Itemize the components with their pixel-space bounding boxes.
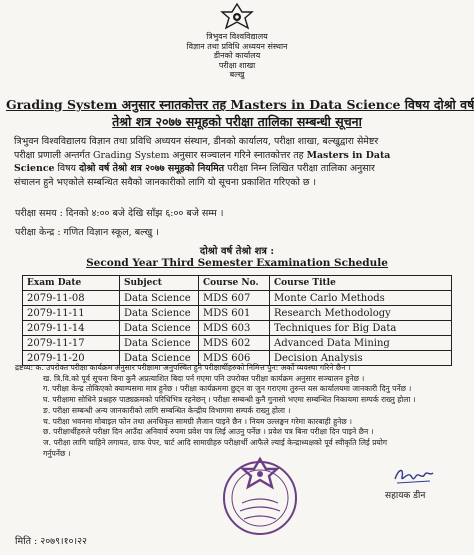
programme-name-part-1: Masters in Data	[306, 149, 391, 161]
cell-course-title: Techniques for Big Data	[270, 321, 452, 336]
signatory-title: सहायक डीन	[385, 491, 426, 501]
note-item: छ. परीक्षार्थीहरुले परीक्षा दिन आउँदा अनिवार्य रुपमा प्रवेश पत्र लिई आउनु पर्नेछ । प्रवेश पत्र बिना परीक्षा दिन पाइने छैन ।	[43, 427, 374, 437]
notice-title	[6, 96, 474, 130]
office-name: डीनको कार्यालय	[213, 51, 261, 60]
notice-title-line-1: Grading System अनुसार स्नातकोत्तर तह Masters in Data Science विषय दोश्रो वर्ष	[6, 97, 474, 112]
table-row	[23, 291, 452, 306]
body-line-2-text: परीक्षा प्रणाली अन्तर्गत Grading System अनुसार सञ्चालन गरिने स्नातकोत्तर तह	[14, 149, 304, 161]
table-row	[23, 306, 452, 321]
exam-centre: परीक्षा केन्द्र : गणित विज्ञान स्कूल, बल्खु ।	[15, 227, 159, 238]
column-header-course-no: Course No.	[199, 276, 270, 291]
cell-subject: Data Science	[120, 321, 199, 336]
table-row	[23, 321, 452, 336]
schedule-heading-nepali: दोश्रो वर्ष तेश्रो शत्र :	[199, 246, 275, 257]
cell-course-no: MDS 601	[199, 306, 270, 321]
cell-course-title: Research Methodology	[270, 306, 452, 321]
cell-course-title: Decision Analysis	[270, 351, 452, 366]
column-header-course-title: Course Title	[270, 276, 452, 291]
body-line-2	[14, 149, 464, 163]
cell-course-title: Monte Carlo Methods	[270, 291, 452, 306]
programme-name-part-2: Science	[14, 163, 55, 174]
notes-section	[15, 363, 466, 459]
notice-body	[14, 135, 464, 189]
column-header-subject: Subject	[120, 276, 199, 291]
note-item: द्रष्टव्य: क. उपरोक्त परीक्षा कार्यक्रम अनुसार परीक्षामा अनुपस्थित हुने परीक्षार्थीहरुको निमित्त पुन: अर्को व्यवस्था गरिने छैन ।	[15, 363, 351, 372]
body-line-4: संचालन हुने भएकोले सम्बन्धित सवैको जानकारीको लागि यो सूचना प्रकाशित गरिएको छ ।	[14, 176, 317, 188]
location-name: बल्खु	[229, 70, 245, 79]
note-item: गर्नुपर्नेछ ।	[43, 448, 71, 458]
cell-subject: Data Science	[120, 336, 199, 351]
note-item: च. परीक्षा भवनमा मोबाइल फोन तथा अनधिकृत सामग्री लैजान पाइने छैन । नियम उल्लङ्घन गरेमा कारबाही हुनेछ ।	[43, 416, 352, 426]
note-item: ङ. परीक्षा सम्बन्धी अन्य जानकारीको लागि सम्बन्धित केन्द्रीय विभागमा सम्पर्क राख्नु होला ।	[43, 405, 291, 415]
exam-time: परीक्षा समय : दिनको ४:०० बजे देखि साँझ ६:०० बजे सम्म ।	[15, 208, 224, 219]
note-item: घ. परीक्षामा सोधिने प्रश्नहरु पाठ्यक्रमको परिधिभित्र रहनेछन् । परीक्षा सम्बन्धी कुनै गुनासो भएमा सम्बन्धित निकायमा सम्पर्क राख्नु होला ।	[43, 395, 416, 405]
cell-exam-date: 2079-11-17	[23, 336, 120, 351]
cell-subject: Data Science	[120, 351, 199, 366]
cell-exam-date: 2079-11-20	[23, 351, 120, 366]
exam-schedule-table	[22, 275, 452, 366]
batch-name: दोश्रो वर्ष तेश्रो शत्र २०७७ समूहको नियमित	[78, 163, 225, 174]
cell-course-title: Advanced Data Mining	[270, 336, 452, 351]
body-line-3-text: परीक्षा निम्न लिखित परीक्षा तालिका अनुसार	[227, 163, 375, 174]
cell-exam-date: 2079-11-11	[23, 306, 120, 321]
signature-icon	[392, 464, 436, 486]
cell-course-no: MDS 606	[199, 351, 270, 366]
notice-date: मिति : २०७९।१०।२२	[15, 536, 87, 547]
table-row	[23, 336, 452, 351]
office-seal-icon	[220, 455, 300, 537]
cell-course-no: MDS 602	[199, 336, 270, 351]
cell-exam-date: 2079-11-08	[23, 291, 120, 306]
section-name: परीक्षा शाखा	[218, 60, 256, 70]
note-item: ख. त्रि.वि.को पूर्व सूचना बिना कुनै अप्रत्याशित बिदा पर्न गएमा पनि उपरोक्त परीक्षा कार्यक्रम अनुसार सञ्चालन हुनेछ ।	[43, 373, 365, 383]
body-line-1: त्रिभुवन विश्वविद्यालय विज्ञान तथा प्रविधि अध्ययन संस्थान, डीनको कार्यालय, परीक्षा शाखा, बल्खुद्वारा सेमेष्टर	[14, 136, 379, 147]
note-item: ग. परीक्षा केन्द्र तोकिएको क्याम्पसमा मात्र हुनेछ । परीक्षा कार्यक्रममा छुट्न वा जुन गराएमा तुरुन्त यस कार्यालयमा जानकारी दिनु पर्नेछ ।	[43, 384, 412, 394]
table-header-row	[23, 276, 452, 291]
cell-course-no: MDS 607	[199, 291, 270, 306]
university-name: त्रिभुवन विश्वविद्यालय	[206, 32, 268, 41]
body-line-3-subject: विषय	[57, 163, 76, 174]
cell-subject: Data Science	[120, 291, 199, 306]
body-line-3	[14, 162, 464, 176]
note-item: ज. परीक्षा लागि चाहिने लगायत, ग्राफ पेपर, चार्ट आदि सामाग्रीहरु परीक्षार्थी आफैले ल्याई केन्द्राध्यक्षको पूर्व स्वीकृति लिई प्रयोग	[43, 437, 388, 447]
institution-header	[0, 32, 474, 80]
cell-subject: Data Science	[120, 306, 199, 321]
cell-course-no: MDS 603	[199, 321, 270, 336]
tribhuvan-university-emblem-icon	[219, 3, 255, 31]
institute-name: विज्ञान तथा प्रविधि अध्ययन संस्थान	[186, 41, 288, 51]
column-header-exam-date: Exam Date	[23, 276, 120, 291]
notice-title-line-2: तेश्रो शत्र २०७७ समूहको परीक्षा तालिका सम्बन्धी सूचना	[112, 114, 362, 129]
schedule-heading-english: Second Year Third Semester Examination Schedule	[86, 257, 388, 269]
cell-exam-date: 2079-11-14	[23, 321, 120, 336]
